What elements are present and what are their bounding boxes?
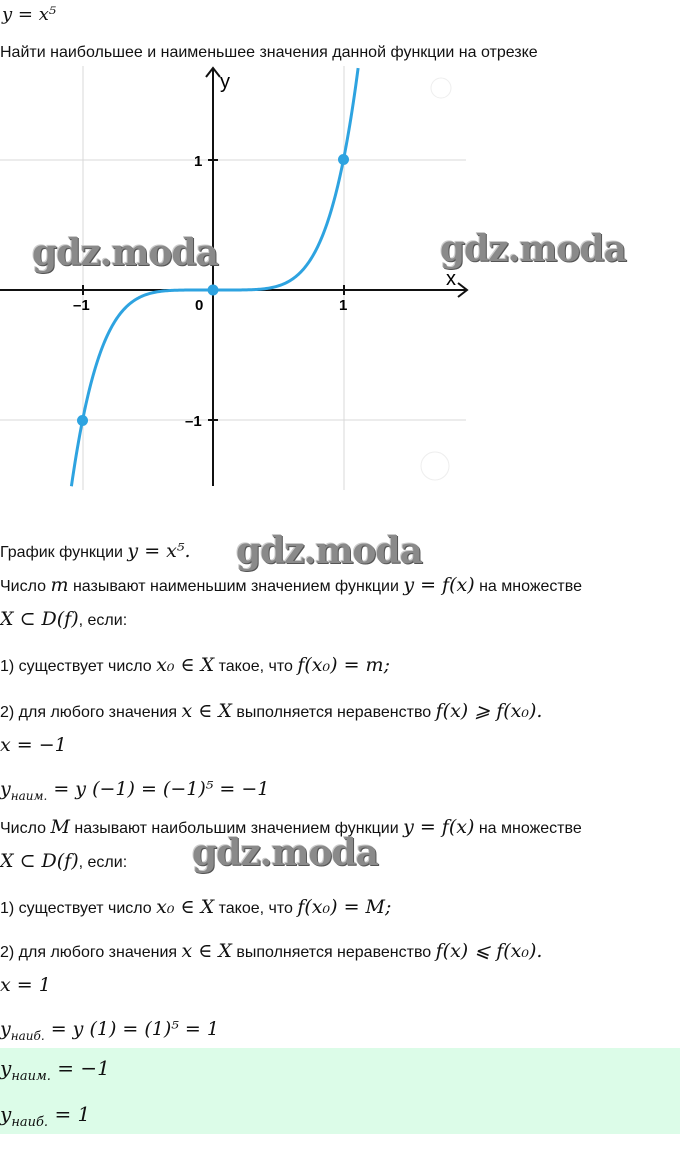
- tick-label-x-neg1: –1: [73, 297, 90, 314]
- graph-point-0: [77, 415, 88, 426]
- max-definition-set: X ⊂ D(f), если:: [0, 850, 128, 872]
- answer-box: [0, 1048, 680, 1134]
- x-min-value: x = −1: [0, 734, 67, 756]
- tick-label-y-neg1: –1: [185, 413, 202, 430]
- tick-label-x-1: 1: [339, 297, 348, 314]
- min-condition-1: 1) существует число x₀ ∈ X такое, что f(x₀) = m;: [0, 654, 390, 676]
- max-condition-1: 1) существует число x₀ ∈ X такое, что f(x₀) = M;: [0, 896, 392, 918]
- min-condition-2: 2) для любого значения x ∈ X выполняется неравенство f(x) ⩾ f(x₀).: [0, 700, 543, 722]
- task-statement: Найти наибольшее и наименьшее значения данной функции на отрезке: [0, 44, 538, 61]
- y-axis-label: y: [220, 71, 230, 93]
- graph-caption: График функции y = x⁵.: [0, 540, 191, 562]
- watermark-4: gdz.moda: [192, 832, 378, 874]
- answer-min: $y_{наим.} = -1$: [0, 1056, 110, 1084]
- y-max-calculation: $y_{наиб.} = y$ (1) = (1)⁵ = 1: [0, 1018, 219, 1043]
- tick-label-y-1: 1: [194, 153, 203, 170]
- x-axis-label: x: [446, 268, 456, 290]
- function-formula: y = x⁵: [2, 4, 57, 25]
- min-definition: Число m называют наименьшим значением функции y = f(x) на множестве: [0, 574, 582, 596]
- graph-point-2: [338, 154, 349, 165]
- grid: [0, 66, 466, 490]
- graph-point-1: [208, 285, 219, 296]
- x-max-value: x = 1: [0, 974, 51, 996]
- watermark-1: gdz.moda: [32, 232, 218, 274]
- max-condition-2: 2) для любого значения x ∈ X выполняется неравенство f(x) ⩽ f(x₀).: [0, 940, 543, 962]
- function-graph: [0, 66, 470, 490]
- function-curve: [71, 68, 358, 486]
- max-definition: Число M называют наибольшим значением функции y = f(x) на множестве: [0, 816, 582, 838]
- min-definition-set: X ⊂ D(f), если:: [0, 608, 128, 630]
- watermark-2: gdz.moda: [440, 228, 626, 270]
- watermark-3: gdz.moda: [236, 530, 422, 572]
- answer-max: $y_{наиб.} = 1$: [0, 1102, 91, 1130]
- y-min-calculation: $y_{наим.} = y$ (−1) = (−1)⁵ = −1: [0, 778, 270, 803]
- tick-label-origin: 0: [195, 297, 204, 314]
